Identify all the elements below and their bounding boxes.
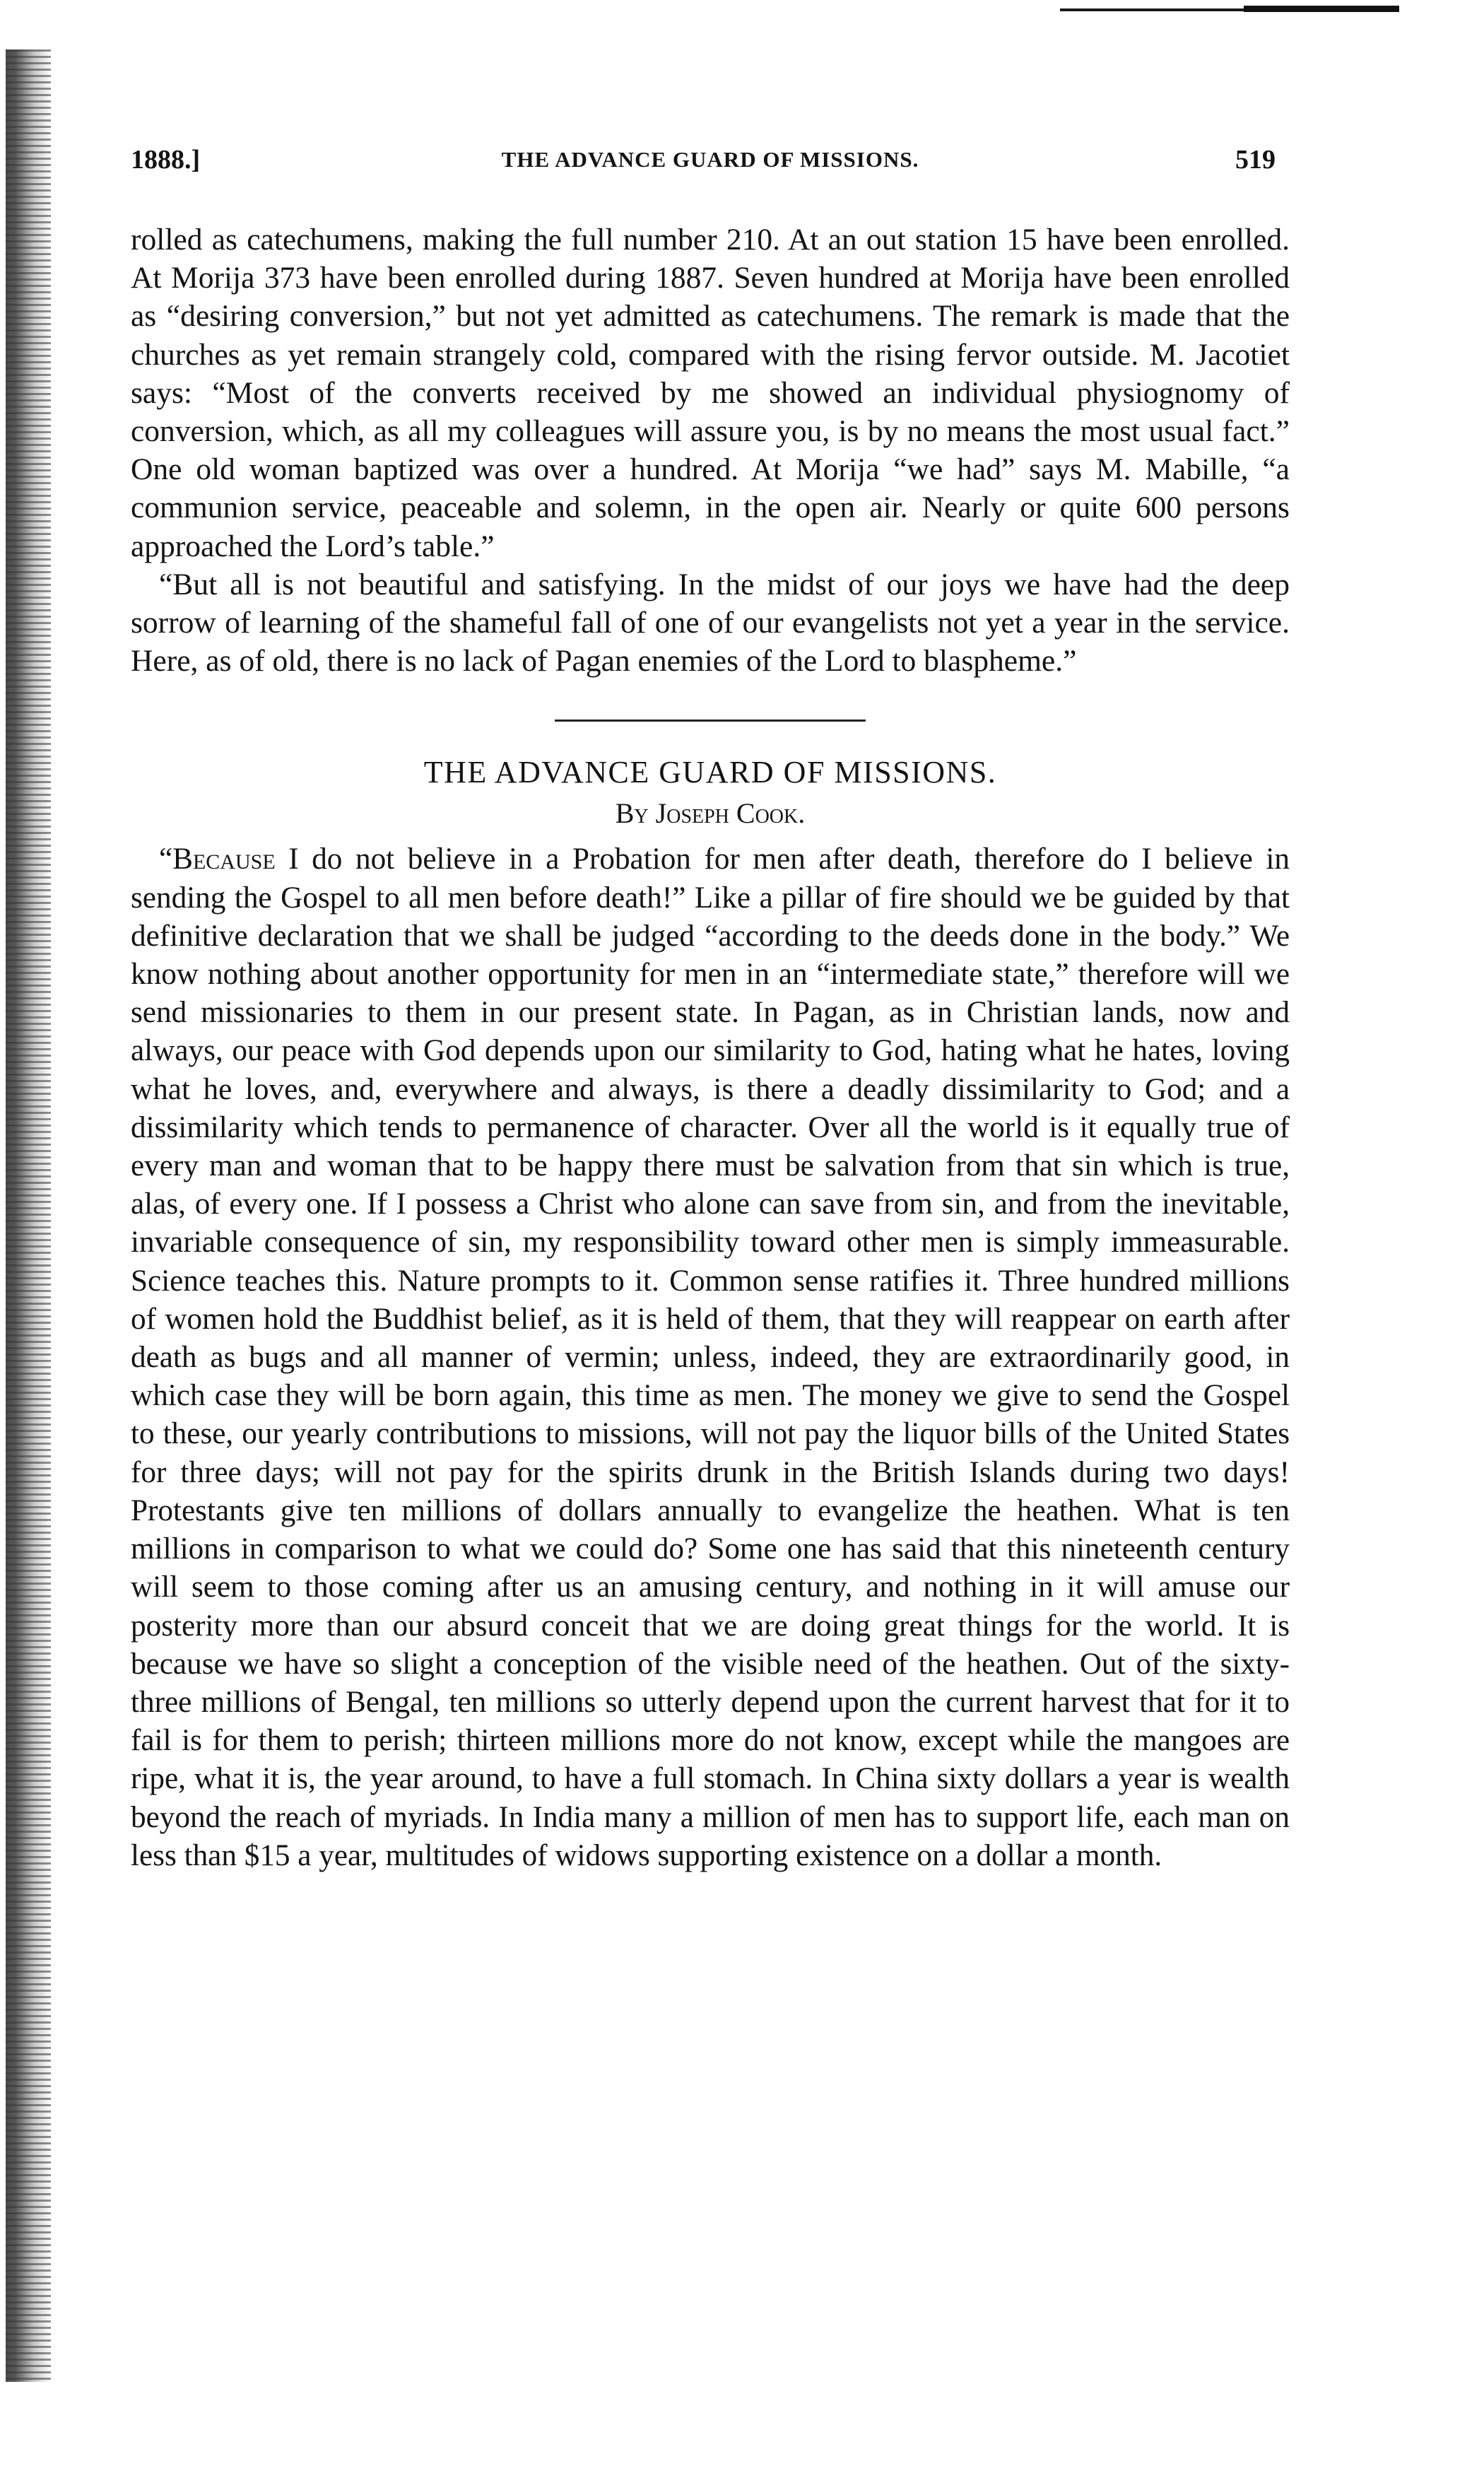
running-head-title: THE ADVANCE GUARD OF MISSIONS. xyxy=(501,147,919,172)
page-number: 519 xyxy=(1235,145,1276,175)
article-body-text: I do not believe in a Probation for men after death, therefore do I believe in sending the Gospel to all men before death!” Like a pillar of fire should we be guided by that definitive declaration that we shall be judged “according to the deeds done in the body.” We know nothing about another opportunity for men in an “intermediate state,” therefore will we send missionaries to them in our present state. In Pagan, as in Christian lands, now and always, our peace with God depends upon our similarity to God, hating what he hates, loving what he loves, and, everywhere and always, is there a deadly dissimilarity to God; and a dissimilarity which tends to permanence of character. Over all the world is it equally true of every man and woman that to be happy there must be salvation from that sin which is true, alas, of every one. If I possess a Christ who alone can save from sin, and from the inevitable, invariable consequence of sin, my responsibility toward other men is simply immeasurable. Science teaches this. Nature prompts to it. Common sense ratifies it. Three hundred millions of women hold the Buddhist belief, as it is held of them, that they will reappear on earth after death as bugs and all manner of vermin; unless, indeed, they are extraordinarily good, in which case they will be born again, this time as men. The money we give to send the Gospel to these, our yearly contributions to missions, will not pay the liquor bills of the United States for three days; will not pay for the spirits drunk in the British Islands during two days! Protestants give ten millions of dollars annually to evangelize the heathen. What is ten millions in comparison to what we could do? Some one has said that this nineteenth century will seem to those coming after us an amusing century, and nothing in it will amuse our posterity more than our absurd conceit that we are doing great things for the world. It is because we have so slight a conception of the visible need of the heathen. Out of the sixty-three millions of Bengal, ten millions so utterly depend upon the current harvest that for it to fail is for them to perish; thirteen millions more do not know, except while the mangoes are ripe, what it is, the year around, to have a full stomach. In China sixty dollars a year is wealth beyond the reach of myriads. In India many a million of men has to support life, each man on less than $15 a year, multitudes of widows supporting existence on a dollar a month. xyxy=(131,842,1290,1872)
page-binding-edge xyxy=(6,49,51,2382)
article-body-paragraph xyxy=(131,840,1290,1874)
journal-page xyxy=(131,141,1290,1875)
article-title: THE ADVANCE GUARD OF MISSIONS. xyxy=(423,755,997,790)
section-divider-rule xyxy=(555,720,866,722)
running-head xyxy=(131,141,1290,184)
top-edge-rule-heavy xyxy=(1244,6,1399,12)
continued-paragraph-1: rolled as catechumens, making the full number 210. At an out station 15 have been enrolled. At Morija 373 have been enrolled during 1887. Seven hundred at Morija have been enrolled as “desiring conversion,” but not yet admitted as catechumens. The remark is made that the churches as yet remain strangely cold, compared with the rising fervor outside. M. Jacotiet says: “Most of the converts received by me showed an individual physiognomy of conversion, which, as all my colleagues will assure you, is by no means the most usual fact.” One old woman baptized was over a hundred. At Morija “we had” says M. Mabille, “a communion service, peaceable and solemn, in the open air. Nearly or quite 600 persons approached the Lord’s table.” xyxy=(131,223,1290,563)
article-byline: By Joseph Cook. xyxy=(615,797,806,830)
running-head-year: 1888.] xyxy=(131,145,201,175)
continued-paragraph-2: “But all is not beautiful and satisfying. In the midst of our joys we have had the deep sorrow of learning of the shameful fall of one of our evangelists not yet a year in the service. Here, as of old, there is no lack of Pagan enemies of the Lord to blaspheme.” xyxy=(131,567,1290,679)
article-lead-word: “Because xyxy=(159,842,276,876)
